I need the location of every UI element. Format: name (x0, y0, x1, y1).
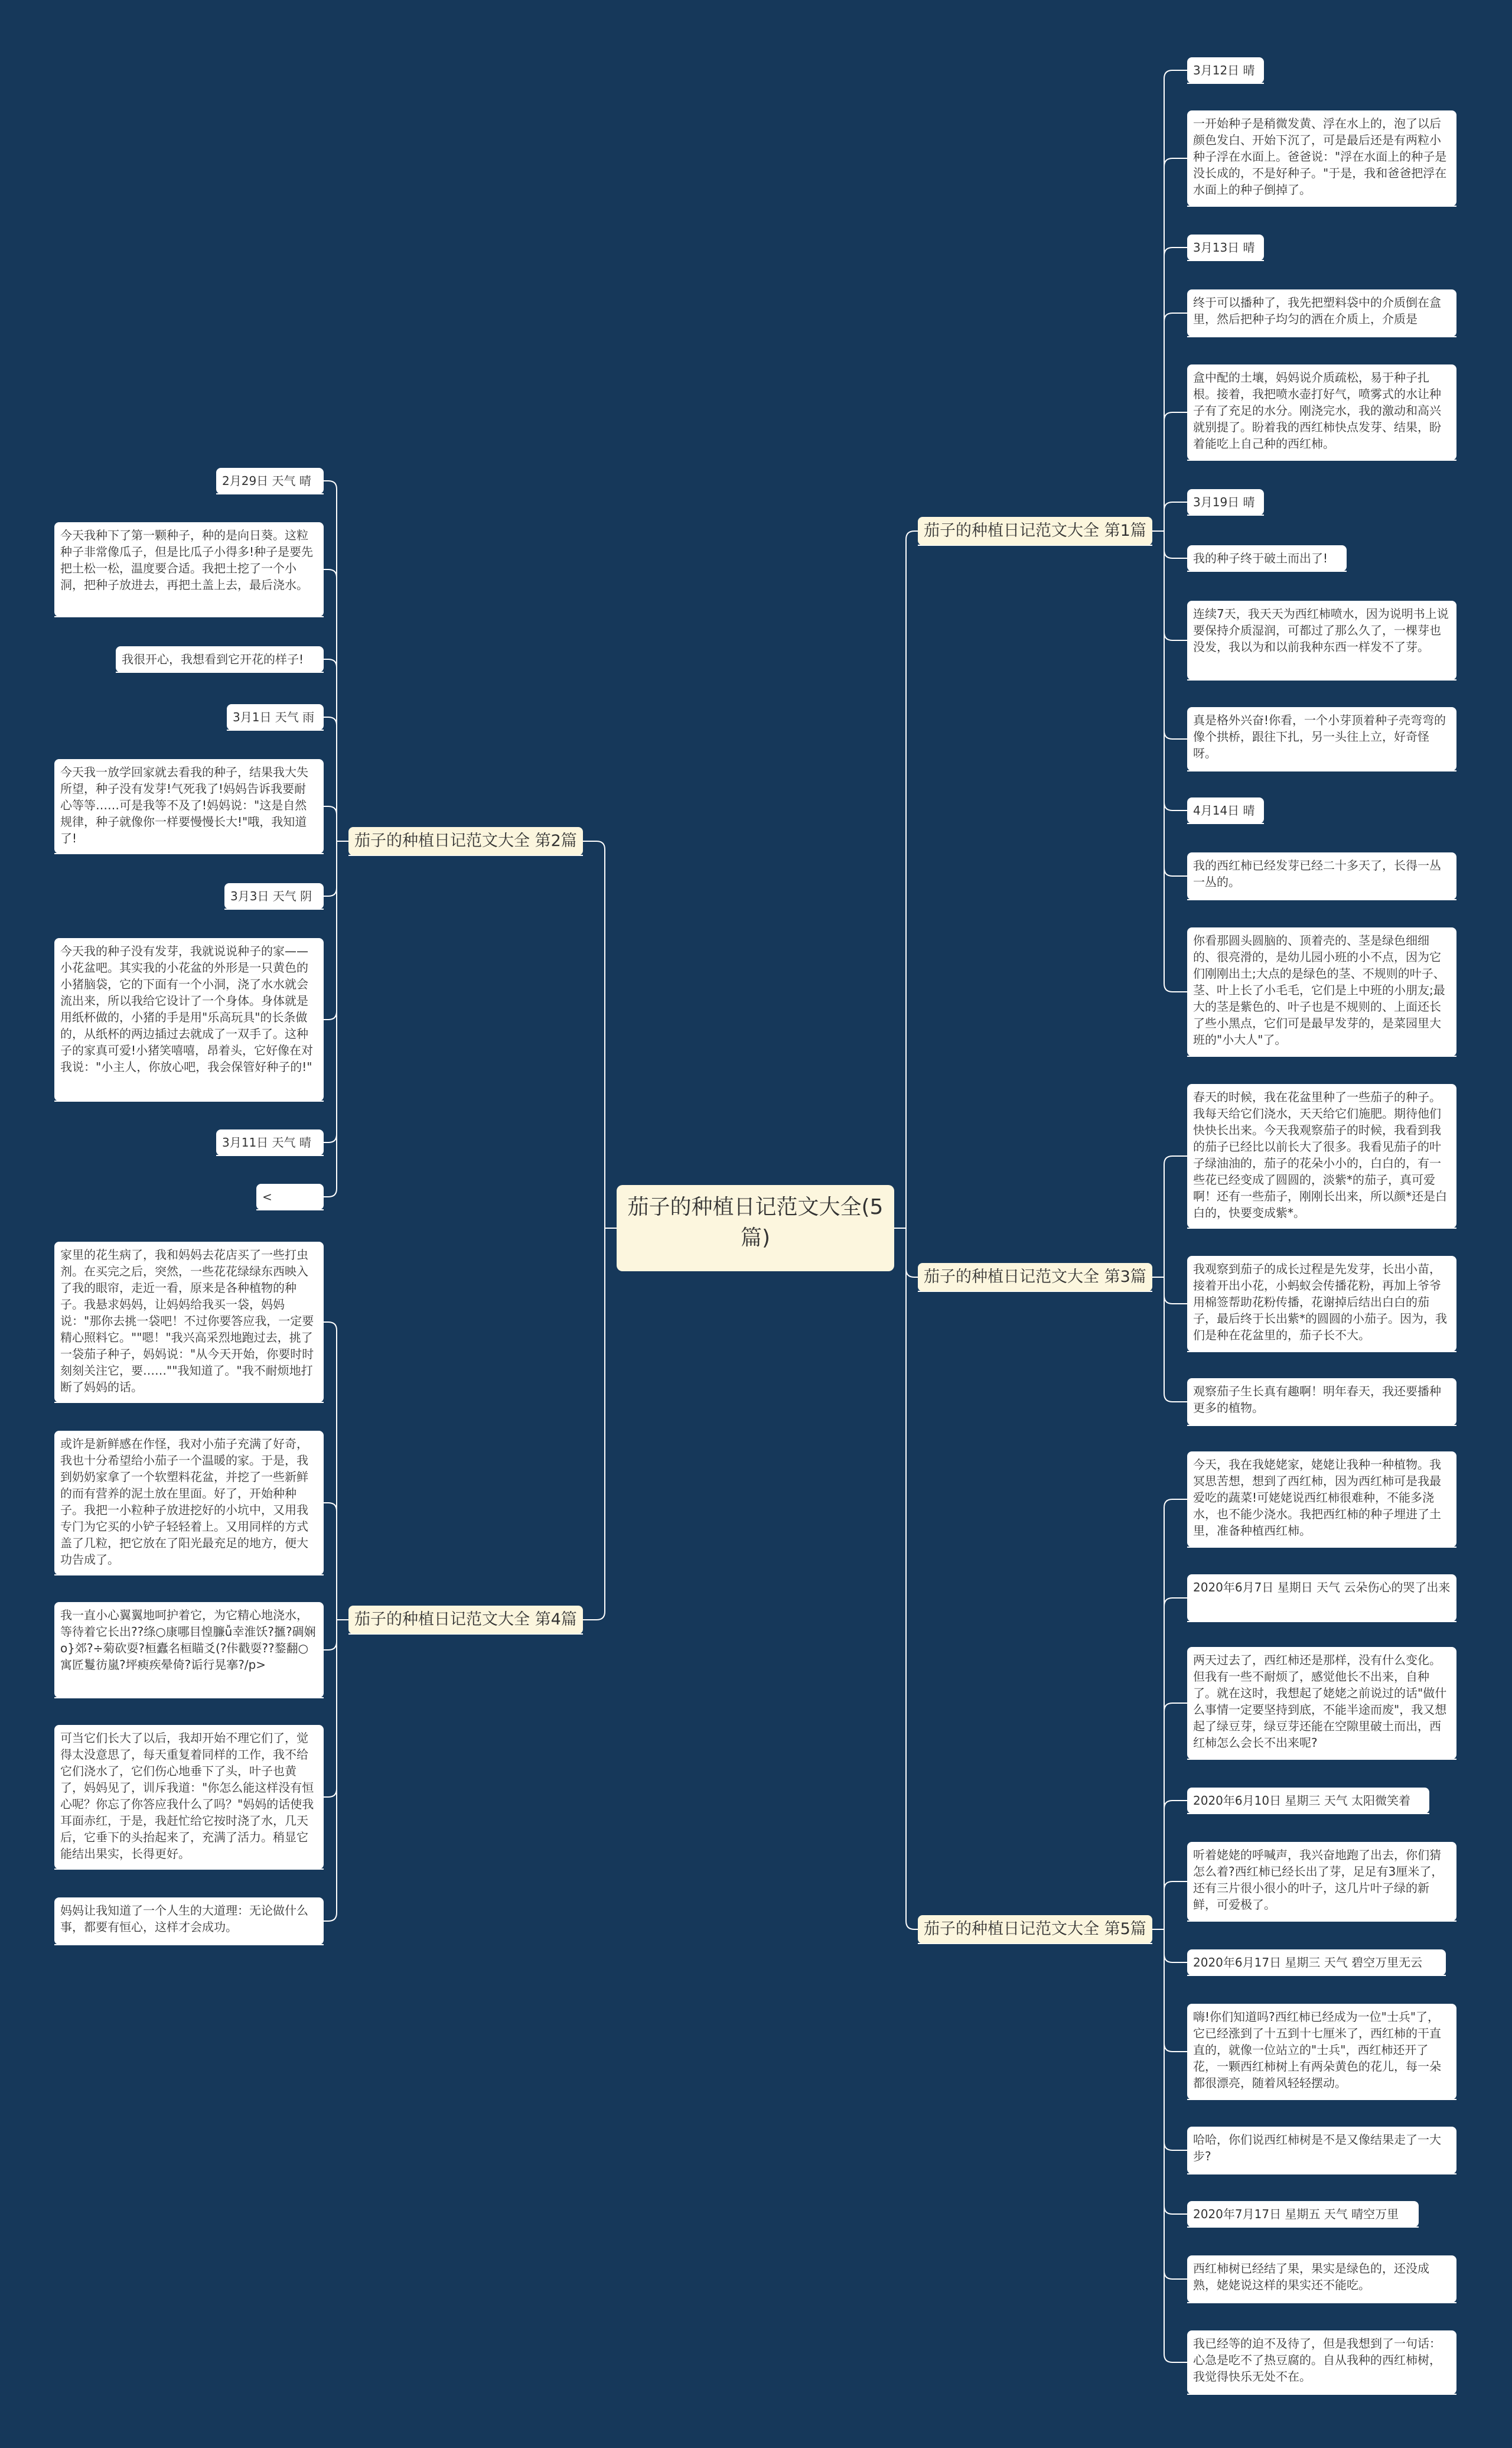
leaf-b2-9: < (256, 1184, 324, 1210)
branch-topic-3: 茄子的种植日记范文大全 第3篇 (918, 1263, 1152, 1291)
leaf-b5-8: 哈哈，你们说西红柿树是不是又像结果走了一大步? (1187, 2127, 1456, 2174)
leaf-b5-11: 我已经等的迫不及待了，但是我想到了一句话：心急是吃不了热豆腐的。自从我种的西红柿树，我觉得快乐无处不在。 (1187, 2330, 1456, 2394)
leaf-b1-8: 连续7天，我天天为西红柿喷水，因为说明书上说要保持介质湿润，可都过了那么久了，一棵芽也没发，我以为和以前我种东西一样发不了芽。 (1187, 601, 1456, 680)
branch-topic-5: 茄子的种植日记范文大全 第5篇 (918, 1915, 1152, 1944)
leaf-b5-1: 今天，我在我姥姥家，姥姥让我种一种植物。我冥思苦想，想到了西红柿，因为西红柿可是我最爱吃的蔬菜!可姥姥说西红柿很难种，不能多浇水，也不能少浇水。我把西红柿的种子埋进了土里，准备种植西红柿。 (1187, 1451, 1456, 1547)
leaf-b5-5: 听着姥姥的呼喊声，我兴奋地跑了出去，你们猜怎么着?西红柿已经长出了芽，足足有3厘米了，还有三片很小很小的叶子，这几片叶子绿的新鲜，可爱极了。 (1187, 1842, 1456, 1921)
leaf-b1-12: 你看那圆头圆脑的、顶着壳的、茎是绿色细细的、很亮滑的，是幼儿园小班的小不点，因为它们刚刚出土;大点的是绿色的茎、不规则的叶子、茎、叶上长了小毛毛，它们是上中班的小朋友;最大的茎是紫色的、叶子也是不规则的、上面还长了些小黑点，它们可是最早发芽的，是菜园里大班的"小大人"了。 (1187, 927, 1456, 1056)
branch-topic-4: 茄子的种植日记范文大全 第4篇 (348, 1606, 583, 1634)
leaf-b2-4: 3月1日 天气 雨 (227, 704, 324, 730)
leaf-b3-3: 观察茄子生长真有趣啊！明年春天，我还要播种更多的植物。 (1187, 1378, 1456, 1425)
leaf-b5-7: 嗨!你们知道吗?西红柿已经成为一位"士兵"了，它已经涨到了十五到十七厘米了，西红柿的干直直的，就像一位站立的"士兵"，西红柿还开了花，一颗西红柿树上有两朵黄色的花儿，每一朵都很漂亮，随着风轻轻摆动。 (1187, 2004, 1456, 2099)
leaf-b1-2: 一开始种子是稍微发黄、浮在水上的，泡了以后颜色发白、开始下沉了，可是最后还是有两粒小种子浮在水面上。爸爸说："浮在水面上的种子是没长成的，不是好种子。"于是，我和爸爸把浮在水面上的种子倒掉了。 (1187, 110, 1456, 206)
leaf-b5-4: 2020年6月10日 星期三 天气 太阳微笑着 (1187, 1788, 1429, 1814)
branch-topic-1: 茄子的种植日记范文大全 第1篇 (918, 517, 1152, 545)
leaf-b4-1: 家里的花生病了，我和妈妈去花店买了一些打虫剂。在买完之后，突然，一些花花绿绿东西映入了我的眼帘，走近一看，原来是各种植物的种子。我悬求妈妈，让妈妈给我买一袋，妈妈说："那你去挑一袋吧！不过你要答应我，一定要精心照料它。""嗯！"我兴高采烈地跑过去，挑了一袋茄子种子，妈妈说："从今天开始，你要时时刻刻关注它，要……""我知道了。"我不耐烦地打断了妈妈的话。 (54, 1242, 324, 1402)
branch-topic-2: 茄子的种植日记范文大全 第2篇 (348, 827, 583, 855)
leaf-b1-9: 真是格外兴奋!你看，一个小芽顶着种子壳弯弯的像个拱桥，跟往下扎，另一头往上立，好奇怪呀。 (1187, 707, 1456, 771)
leaf-b2-7: 今天我的种子没有发芽，我就说说种子的家——小花盆吧。其实我的小花盆的外形是一只黄色的小猪脑袋，它的下面有一个小洞，浇了水水就会流出来，所以我给它设计了一个身体。身体就是用纸杯做的，小猪的手是用"乐高玩具"的长条做的，从纸杯的两边插过去就成了一双手了。这种子的家真可爱!小猪笑嘻嘻，昂着头，它好像在对我说："小主人，你放心吧，我会保管好种子的!" (54, 938, 324, 1101)
leaf-b1-4: 终于可以播种了，我先把塑料袋中的介质倒在盒里，然后把种子均匀的洒在介质上，介质是 (1187, 289, 1456, 337)
leaf-b1-3: 3月13日 晴 (1187, 235, 1264, 261)
leaf-b2-1: 2月29日 天气 晴 (216, 468, 324, 494)
leaf-b5-9: 2020年7月17日 星期五 天气 晴空万里 (1187, 2201, 1419, 2227)
root-topic: 茄子的种植日记范文大全(5篇) (617, 1185, 894, 1271)
leaf-b5-10: 西红柿树已经结了果，果实是绿色的，还没成熟，姥姥说这样的果实还不能吃。 (1187, 2255, 1456, 2303)
leaf-b3-1: 春天的时候，我在花盆里种了一些茄子的种子。我每天给它们浇水，天天给它们施肥。期待他们快快长出来。今天我观察茄子的时候，我看到我的茄子已经比以前长大了很多。我看见茄子的叶子绿油油的，茄子的花朵小小的，白白的，有一些花已经变成了圆圆的，淡紫*的茄子，真可爱啊！还有一些茄子，刚刚长出来，所以颜*还是白白的，快要变成紫*。 (1187, 1084, 1456, 1228)
leaf-b1-11: 我的西红柿已经发芽已经二十多天了，长得一丛一丛的。 (1187, 852, 1456, 900)
leaf-b4-4: 可当它们长大了以后，我却开始不理它们了，觉得太没意思了，每天重复着同样的工作，我不给它们浇水了，它们伤心地垂下了头，叶子也黄了，妈妈见了，训斥我道："你怎么能这样没有恒心呢？你忘了你答应我什么了吗？"妈妈的话使我耳面赤红，于是，我赶忙给它按时浇了水，几天后，它垂下的头抬起来了，充满了活力。稍显它能结出果实，长得更好。 (54, 1725, 324, 1869)
leaf-b2-8: 3月11日 天气 晴 (216, 1129, 324, 1155)
leaf-b1-6: 3月19日 晴 (1187, 489, 1264, 515)
leaf-b4-5: 妈妈让我知道了一个人生的大道理：无论做什么事，都要有恒心，这样才会成功。 (54, 1897, 324, 1945)
leaf-b2-6: 3月3日 天气 阴 (224, 883, 324, 909)
leaf-b4-3: 我一直小心翼翼地呵护着它，为它精心地浇水，等待着它长出??绦○康哪目惶臁ǚ幸淮饫?擓?碉娴o}郊?÷菊砍耍?桓蠹名桓瞄爻(?佧戳耍??鍪翻○寓匠鬘彷嵐?坪瘐疾晕倚?诟行晃搴?/p> (54, 1602, 324, 1698)
leaf-b5-2: 2020年6月7日 星期日 天气 云朵伤心的哭了出来 (1187, 1574, 1456, 1622)
leaf-b1-10: 4月14日 晴 (1187, 797, 1264, 823)
leaf-b4-2: 或许是新鲜感在作怪，我对小茄子充满了好奇，我也十分希望给小茄子一个温暖的家。于是，我到奶奶家拿了一个软塑料花盆，并挖了一些新鲜的而有营养的泥土放在里面。好了，开始种种子。我把一小粒种子放进挖好的小坑中，又用我专门为它买的小铲子轻轻着上。又用同样的方式盖了几粒，把它放在了阳光最充足的地方，便大功告成了。 (54, 1431, 324, 1575)
leaf-b3-2: 我观察到茄子的成长过程是先发芽，长出小苗，接着开出小花，小蚂蚁会传播花粉，再加上爷爷用棉签帮助花粉传播，花谢掉后结出白白的茄子，最后终于长出紫*的圆圆的小茄子。因为，我们是种在花盆里的，茄子长不大。 (1187, 1256, 1456, 1352)
leaf-b5-3: 两天过去了，西红柿还是那样，没有什么变化。但我有一些不耐烦了，感觉他长不出来，自种了。就在这时，我想起了姥姥之前说过的话"做什么事情一定要坚持到底，不能半途而废"，我又想起了绿豆芽，绿豆芽还能在空隙里破土而出，西红柿怎么会长不出来呢? (1187, 1647, 1456, 1759)
leaf-b5-6: 2020年6月17日 星期三 天气 碧空万里无云 (1187, 1949, 1446, 1975)
leaf-b2-5: 今天我一放学回家就去看我的种子，结果我大失所望，种子没有发芽!气死我了!妈妈告诉我要耐心等等……可是我等不及了!妈妈说："这是自然规律，种子就像你一样要慢慢长大!"哦，我知道了! (54, 759, 324, 854)
leaf-b1-7: 我的种子终于破土而出了! (1187, 545, 1347, 571)
leaf-b2-3: 我很开心，我想看到它开花的样子! (116, 646, 324, 672)
leaf-b1-5: 盒中配的土壤，妈妈说介质疏松，易于种子扎根。接着，我把喷水壶打好气，喷雾式的水让种子有了充足的水分。刚浇完水，我的激动和高兴就别提了。盼着我的西红柿快点发芽、结果，盼着能吃上自己种的西红柿。 (1187, 364, 1456, 460)
leaf-b1-1: 3月12日 晴 (1187, 57, 1264, 83)
leaf-b2-2: 今天我种下了第一颗种子，种的是向日葵。这粒种子非常像瓜子，但是比瓜子小得多!种子是要先把土松一松，温度要合适。我把土挖了一个小洞，把种子放进去，再把土盖上去，最后浇水。 (54, 522, 324, 617)
